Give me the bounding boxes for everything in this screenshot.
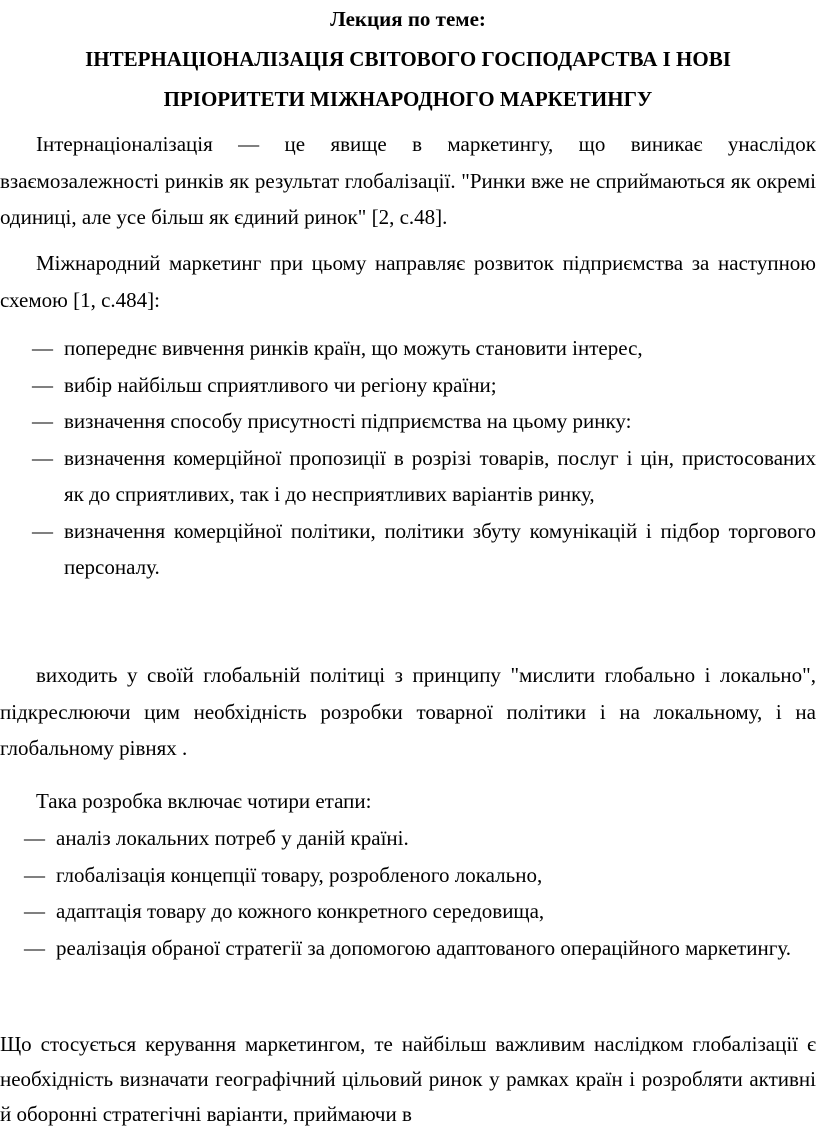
- list-item: — вибір найбільш сприятливого чи регіону країни;: [64, 367, 816, 404]
- list-item: — адаптація товару до кожного конкретного середовища,: [56, 893, 816, 930]
- dash-marker: —: [32, 336, 53, 360]
- dash-marker: —: [32, 445, 53, 470]
- dash-marker: —: [24, 899, 45, 923]
- dash-marker: —: [24, 862, 45, 887]
- paragraph-scheme: Міжнародний маркетинг при цьому направляє розвиток підприємства за наступною схемою [1, с.484]:: [0, 251, 816, 312]
- paragraph-marketing-management: Що стосується керування маркетингом, те найбільш важливим наслідком глобалізації є необхідність визначати географічний цільовий ринок у рамках країн і розробляти активні й оборонні стратегічні варіанти, приймаючи в: [0, 1032, 816, 1126]
- paragraph-internationalization: Інтернаціоналізація — це явище в маркетингу, що виникає унаслідок взаємозалежності ринків як результат глобалізації. "Ринки вже не сприймаються як окремі одиниці, але усе більш як єдиний ринок" [2, с.48].: [0, 132, 816, 229]
- list-item: — попереднє вивчення ринків країн, що можуть становити інтерес,: [64, 330, 816, 367]
- dash-marker: —: [32, 409, 53, 433]
- title-line-1: ІНТЕРНАЦІОНАЛІЗАЦІЯ СВІТОВОГО ГОСПОДАРСТВА І НОВІ: [85, 47, 731, 71]
- dash-marker: —: [32, 372, 53, 397]
- lecture-heading: Лекция по теме:: [330, 7, 486, 31]
- list-item: — визначення способу присутності підприємства на цьому ринку:: [64, 403, 816, 440]
- dash-marker: —: [24, 826, 45, 850]
- list-item: — визначення комерційної пропозиції в розрізі товарів, послуг і цін, пристосованих як до сприятливих, так і до несприятливих варіантів ринку,: [64, 440, 816, 513]
- list-item: — реалізація обраної стратегії за допомогою адаптованого операційного маркетингу.: [56, 930, 816, 967]
- scheme-list: [32, 330, 816, 586]
- list-item: — аналіз локальних потреб у даній країні.: [56, 820, 816, 857]
- paragraph-stages-intro: Така розробка включає чотири етапи:: [36, 789, 372, 813]
- list-item: — глобалізація концепції товару, розробленого локально,: [56, 857, 816, 894]
- paragraph-global-policy: виходить у своїй глобальній політиці з принципу "мислити глобально і локально", підкреслюючи цим необхідність розробки товарної політики і на локальному, і на глобальному рівнях .: [0, 663, 816, 760]
- list-item: — визначення комерційної політики, політики збуту комунікацій і підбор торгового персоналу.: [64, 513, 816, 586]
- stages-list: [24, 820, 816, 966]
- dash-marker: —: [24, 935, 45, 960]
- title-line-2: ПРІОРИТЕТИ МІЖНАРОДНОГО МАРКЕТИНГУ: [163, 87, 653, 111]
- dash-marker: —: [32, 518, 53, 543]
